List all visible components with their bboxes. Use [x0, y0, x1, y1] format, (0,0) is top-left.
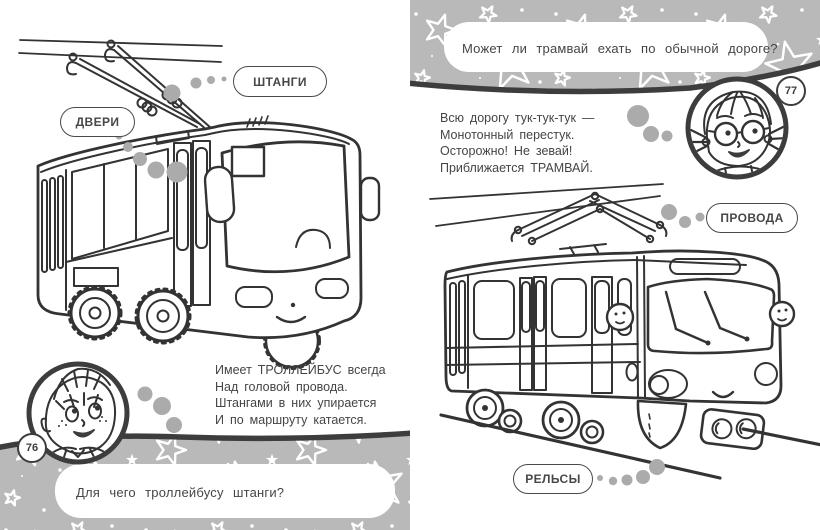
poem-line: Над головой провода.	[215, 379, 348, 394]
left-poem	[215, 362, 386, 428]
poem-line: Монотонный перестук.	[440, 127, 575, 142]
right-poem	[440, 110, 594, 176]
callout-wires	[706, 203, 798, 233]
callout-rails	[513, 464, 593, 494]
poem-line: Штангами в них упирается	[215, 396, 377, 410]
pantograph	[512, 193, 667, 254]
callout-doors-label: ДВЕРИ	[75, 115, 120, 129]
poem-line: Всю дорогу тук-тук-тук —	[440, 111, 595, 125]
callout-poles	[233, 66, 327, 97]
front-skirt	[638, 401, 686, 448]
callout-poles-label: ШТАНГИ	[253, 74, 307, 89]
page-number-77	[776, 76, 806, 106]
poem-line: Осторожно! Не зевай!	[440, 144, 573, 158]
right-question: Может ли трамвай ехать по обычной дороге?	[462, 41, 778, 56]
left-question: Для чего троллейбусу штанги?	[76, 485, 285, 500]
callout-doors	[60, 107, 135, 137]
overhead-wires-left	[19, 40, 222, 62]
poem-line: Имеет ТРОЛЛЕЙБУС всегда	[215, 363, 386, 377]
overhead-wires-right	[430, 184, 663, 226]
page-number-76	[17, 433, 47, 463]
page-77	[410, 0, 820, 530]
page-number-label: 76	[25, 442, 39, 454]
page-number-label: 77	[784, 85, 798, 97]
headlight-box	[700, 408, 765, 449]
poem-line: И по маршруту катается.	[215, 412, 367, 427]
callout-wires-label: ПРОВОДА	[720, 211, 784, 225]
callout-rails-label: РЕЛЬСЫ	[525, 472, 581, 486]
poem-line: Приближается ТРАМВАЙ.	[440, 160, 593, 175]
